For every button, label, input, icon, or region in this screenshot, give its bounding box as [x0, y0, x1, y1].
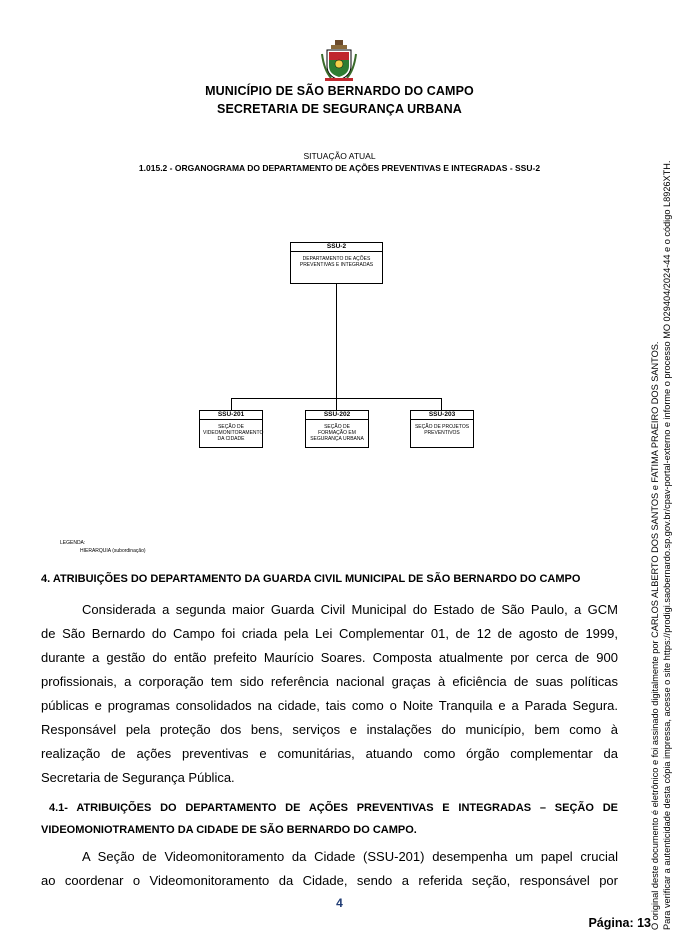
- pagina-label: Página: 13: [588, 916, 651, 930]
- org-status: SITUAÇÃO ATUAL: [303, 151, 376, 161]
- org-child-name: SEÇÃO DE PROJETOS PREVENTIVOS: [414, 424, 470, 436]
- municipal-crest-icon: [321, 40, 357, 82]
- section-4-1-title: [41, 797, 618, 841]
- header-municipality: MUNICÍPIO DE SÃO BERNARDO DO CAMPO: [205, 84, 474, 98]
- title-line: 4.1- ATRIBUIÇÕES DO DEPARTAMENTO DE AÇÕES PREVENTIVAS E INTEGRADAS – SEÇÃO DE: [49, 802, 618, 814]
- legend-item: HIERARQUIA (subordinação): [80, 548, 146, 554]
- legend-title: LEGENDA:: [60, 540, 86, 546]
- org-child-code: SSU-203: [411, 411, 473, 420]
- paragraph-line: Considerada a segunda maior Guarda Civil Municipal do Estado de São Paulo, a GCM: [82, 602, 618, 617]
- org-child-code: SSU-202: [306, 411, 368, 420]
- org-connector: [231, 398, 232, 410]
- paragraph-line: profissionais, a corporação tem sido referência nacional graças à eficiência de suas políticas: [41, 674, 618, 689]
- section-4-title: 4. ATRIBUIÇÕES DO DEPARTAMENTO DA GUARDA CIVIL MUNICIPAL DE SÃO BERNARDO DO CAMPO: [41, 573, 581, 585]
- org-child-code: SSU-201: [200, 411, 262, 420]
- org-root-box: [290, 242, 383, 284]
- org-child-box: [305, 410, 369, 448]
- org-root-name: DEPARTAMENTO DE AÇÕES PREVENTIVAS E INTEGRADAS: [299, 256, 374, 268]
- org-child-box: [199, 410, 263, 448]
- paragraph-line: Secretaria de Segurança Pública.: [41, 770, 235, 785]
- paragraph-line: públicas e programas consolidados na cidade, tais como o Noite Tranquila e a Parada Segura.: [41, 698, 618, 713]
- paragraph-line: ao coordenar o Videomonitoramento da Cidade, sendo a referida seção, responsável por: [41, 873, 618, 888]
- org-child-name: SEÇÃO DE FORMAÇÃO EM SEGURANÇA URBANA: [310, 424, 364, 442]
- page-number: 4: [336, 896, 343, 910]
- org-connector: [441, 398, 442, 410]
- signature-sidebar: [649, 160, 673, 930]
- sidebar-line-2: Para verificar a autenticidade desta cópia impressa, acesse o site https://prodigi.saobernardo.sp.gov.br/cpav-portal-externo e informe o processo MO 029404/2024-44 e o código L8926XTH.: [662, 160, 672, 930]
- org-connector: [336, 398, 337, 410]
- paragraph-line: realização de ações preventivas e comunitárias, atuando como órgão complementar da: [41, 746, 618, 761]
- org-connector: [336, 284, 337, 398]
- title-line: VIDEOMONIOTRAMENTO DA CIDADE DE SÃO BERNARDO DO CAMPO.: [41, 824, 417, 836]
- paragraph-line: A Seção de Videomonitoramento da Cidade (SSU-201) desempenha um papel crucial: [82, 849, 618, 864]
- org-child-box: [410, 410, 474, 448]
- section-4-1-paragraph: [41, 845, 618, 893]
- org-root-code: SSU-2: [291, 243, 382, 252]
- sidebar-line-1: O original deste documento é eletrônico e foi assinado digitalmente por CARLOS ALBERTO DOS SANTOS e FATIMA PRAEIRO DOS SANTOS.: [650, 341, 660, 930]
- paragraph-line: Responsável pela proteção dos bens, serviços e instalações do município, bem como à: [41, 722, 618, 737]
- org-child-name: SEÇÃO DE VIDEOMONITORAMENTO DA CIDADE: [203, 424, 264, 442]
- section-4-paragraph: [41, 598, 618, 790]
- paragraph-line: de São Bernardo do Campo foi criada pela Lei Complementar 01, de 12 de agosto de 1999,: [41, 626, 618, 641]
- paragraph-line: durante a gestão do então prefeito Maurício Soares. Composta atualmente por cerca de 900: [41, 650, 618, 665]
- header-secretariat: SECRETARIA DE SEGURANÇA URBANA: [217, 102, 462, 116]
- org-chart-title: 1.015.2 - ORGANOGRAMA DO DEPARTAMENTO DE AÇÕES PREVENTIVAS E INTEGRADAS - SSU-2: [138, 163, 541, 173]
